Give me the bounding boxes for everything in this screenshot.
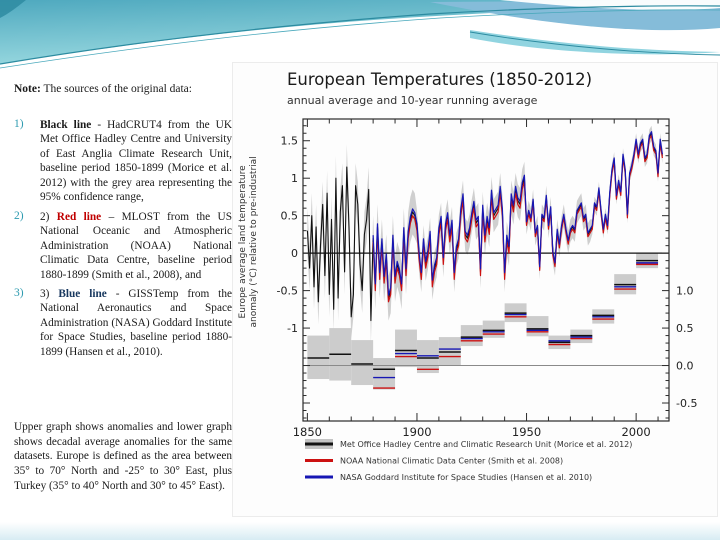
chart-panel xyxy=(232,62,718,517)
decadal-box xyxy=(373,358,395,389)
svg-text:Europe average land temperatur: Europe average land temperature xyxy=(238,165,248,319)
chart-title-group xyxy=(287,70,592,107)
list-number: 2) xyxy=(14,209,24,222)
footer-paragraph: Upper graph shows anomalies and lower graph shows decadal average anomalies for the same datasets. Europe is defined as the area between 35° to 70° North and -25° to 30° East, plus Turkey (35° to 40° North and 30° to 45° East). xyxy=(14,421,232,492)
temperature-chart xyxy=(233,63,715,514)
decadal-box xyxy=(483,321,505,338)
list-item-red-line xyxy=(14,210,232,282)
bottom-tint xyxy=(0,522,720,540)
svg-text:-0.5: -0.5 xyxy=(276,284,298,298)
list-number: 3) xyxy=(14,286,24,299)
legend-label: NASA Goddard Institute for Space Studies (Hansen et al. 2010) xyxy=(340,473,593,482)
svg-text:2000: 2000 xyxy=(621,425,651,439)
y-axis-label xyxy=(238,156,259,327)
svg-text:1950: 1950 xyxy=(511,425,542,439)
svg-text:annual average and 10-year run: annual average and 10-year running average xyxy=(287,94,538,107)
decadal-box xyxy=(351,340,373,385)
list-item-text: 3) Blue line - GISSTemp from the National Aeronautics and Space Administration (NASA) Goddard Institute for Space Studies, baseline period 1880-1899 (Hansen et al., 2010). xyxy=(40,287,232,358)
svg-text:0: 0 xyxy=(291,247,298,261)
decadal-box xyxy=(461,325,483,346)
legend-label: NOAA National Climatic Data Center (Smith et al. 2008) xyxy=(340,456,564,466)
chart-legend xyxy=(305,439,632,482)
list-item-text: Black line - HadCRUT4 from the UK Met Office Hadley Centre and University of East Anglia Climate Research Unit, baseline period 1850-1899 (Morice et al. 2012) with the grey area representing the 95% confidence range, xyxy=(40,119,232,204)
svg-text:-0.5: -0.5 xyxy=(676,397,698,411)
svg-text:0.5: 0.5 xyxy=(676,322,694,336)
decadal-box xyxy=(417,340,439,373)
svg-text:anomaly (°C) relative to pre-i: anomaly (°C) relative to pre-industrial xyxy=(249,156,259,328)
svg-text:1.5: 1.5 xyxy=(280,134,298,148)
decorative-wave-banner xyxy=(0,0,720,70)
svg-text:-1: -1 xyxy=(287,322,298,336)
list-item-blue-line xyxy=(14,287,232,359)
svg-text:0.5: 0.5 xyxy=(280,209,298,223)
svg-text:0.0: 0.0 xyxy=(676,359,694,373)
list-number: 1) xyxy=(14,118,24,130)
svg-text:European Temperatures (1850-20: European Temperatures (1850-2012) xyxy=(287,70,593,89)
note-heading: Note: The sources of the original data: xyxy=(14,83,192,95)
legend-label: Met Office Hadley Centre and Climatic Research Unit (Morice et al. 2012) xyxy=(340,440,633,449)
svg-text:1900: 1900 xyxy=(402,425,432,439)
list-item-black-line xyxy=(14,118,232,205)
list-item-text: 2) Red line – MLOST from the US National Oceanic and Atmospheric Administration (NOAA) National Climatic Data Centre, baseline period 1880-1899 (Smith et al., 2008), and xyxy=(40,210,232,281)
svg-text:1850: 1850 xyxy=(292,425,323,439)
svg-text:1.0: 1.0 xyxy=(676,284,694,298)
decadal-box xyxy=(395,330,417,367)
decadal-box xyxy=(527,316,549,336)
svg-text:1: 1 xyxy=(291,172,298,186)
source-list xyxy=(14,118,232,364)
